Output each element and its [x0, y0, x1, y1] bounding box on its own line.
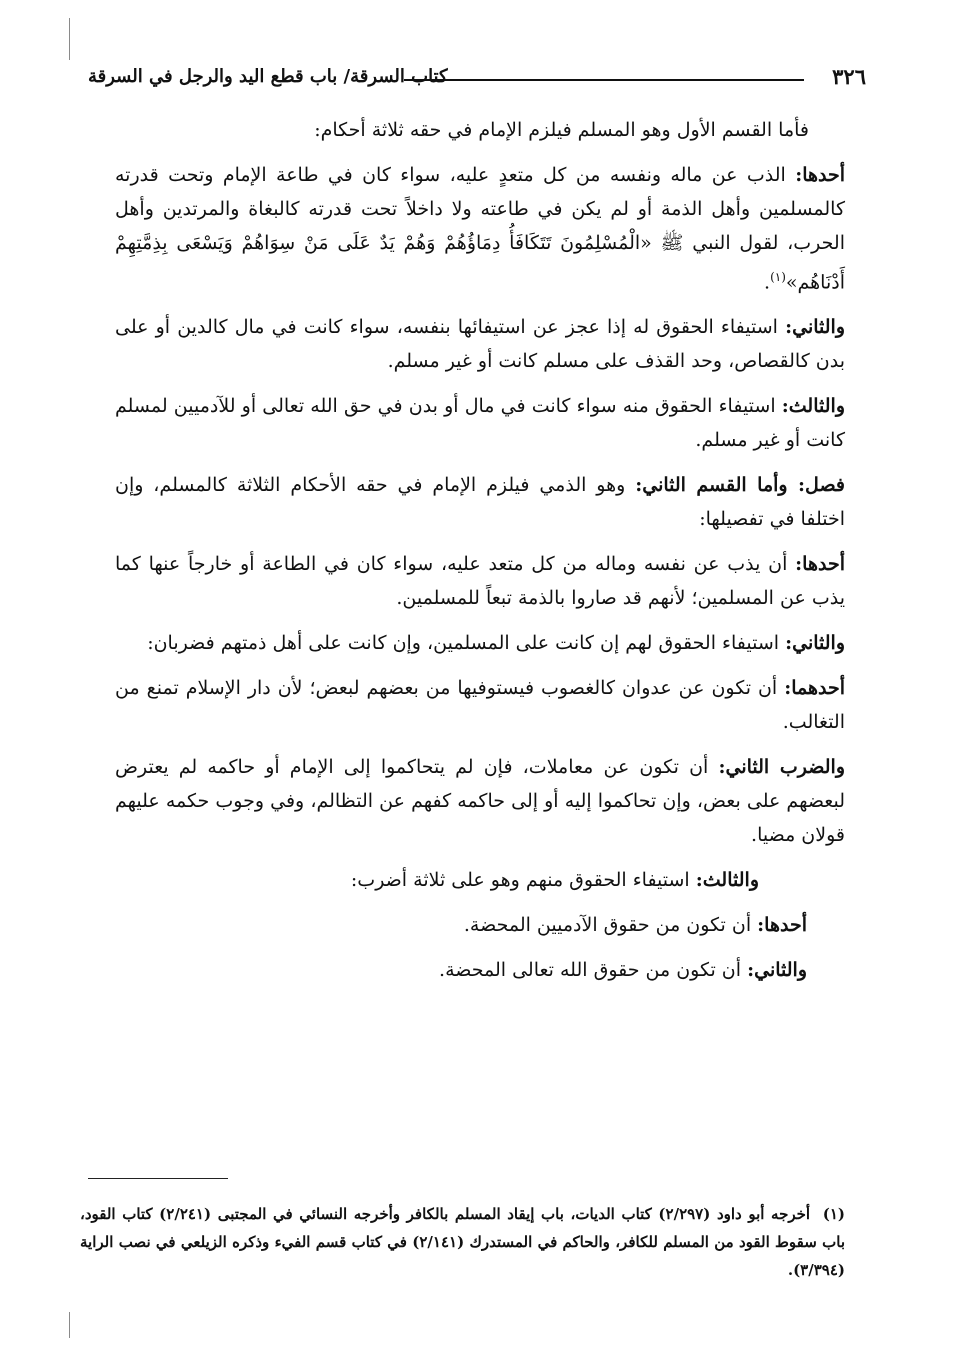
paragraph-lead: والثاني:	[785, 316, 845, 339]
paragraph-3	[115, 389, 845, 457]
paragraph-5	[115, 547, 845, 615]
hadith-quote: «الْمُسْلِمُونَ تَتَكَافَأُ دِمَاؤُهُمْ وَهُمْ يَدٌ عَلَى مَنْ سِوَاهُمْ وَيَسْعَى بِذِمَّتِهِمْ أَدْنَاهُم»	[115, 232, 845, 294]
footnote-number: (١)	[822, 1205, 845, 1223]
paragraph-end: .	[764, 271, 771, 294]
paragraph-text: استيفاء الحقوق منهم وهو على ثلاثة أضرب:	[350, 869, 690, 892]
intro-text: فأما القسم الأول وهو المسلم فيلزم الإمام في حقه ثلاثة أحكام:	[314, 119, 809, 141]
paragraph-6	[115, 626, 845, 660]
scan-margin-mark	[69, 1312, 70, 1338]
footnote-ref[interactable]: (١)	[770, 270, 786, 284]
paragraph-8	[115, 750, 845, 852]
footnote-separator	[88, 1178, 228, 1179]
paragraph-2	[115, 310, 845, 378]
paragraph-lead: والثالث:	[781, 395, 845, 418]
page-number: ٣٢٦	[832, 64, 866, 89]
header-rule	[404, 79, 804, 81]
paragraph-10	[115, 908, 845, 942]
paragraph-lead: والثاني:	[747, 959, 807, 982]
paragraph-lead: والثاني:	[785, 632, 845, 655]
paragraph-text: وهو الذمي فيلزم الإمام في حقه الأحكام الثلاثة كالمسلم، وإن اختلفا في تفصيلها:	[115, 474, 845, 531]
paragraph-text: أن تكون من حقوق الآدميين المحضة.	[463, 914, 752, 937]
paragraph-text: أن تكون عن عدوان كالغصوب فيستوفيها من بعضهم لبعض؛ لأن دار الإسلام تمنع من التغالب.	[115, 677, 845, 734]
scan-margin-mark	[69, 18, 70, 60]
paragraph-1	[115, 158, 845, 299]
paragraph-lead: والثالث:	[695, 869, 759, 892]
intro-paragraph	[115, 113, 845, 147]
paragraph-4	[115, 468, 845, 536]
main-text	[115, 113, 845, 998]
paragraph-lead: فصل: وأما القسم الثاني:	[635, 474, 846, 497]
paragraph-lead: أحدهما:	[784, 677, 845, 700]
paragraph-text: أن تكون من حقوق الله تعالى المحضة.	[439, 959, 742, 982]
paragraph-11	[115, 953, 845, 987]
footnote-text: أخرجه أبو داود (٢/٢٩٧) كتاب الديات، باب إيقاد المسلم بالكافر وأخرجه النسائي في المجتبى (٢/٢٤١) كتاب القود، باب سقوط القود من المسلم للكافر، والحاكم في المستدرك (٢/١٤١) في كتاب قسم الفيء وذكره الزيلعي في نصب الراية (٣/٣٩٤).	[80, 1205, 845, 1279]
paragraph-9	[115, 863, 845, 897]
footnote	[80, 1200, 845, 1284]
paragraph-text: استيفاء الحقوق لهم إن كانت على المسلمين، وإن كانت على أهل ذمتهم فضربان:	[147, 632, 780, 655]
paragraph-text: استيفاء الحقوق منه سواء كانت في مال أو بدن في حق الله تعالى أو للآدميين لمسلم كانت أو غير مسلم.	[115, 395, 845, 452]
paragraph-lead: أحدها:	[757, 914, 807, 937]
page-header	[88, 62, 866, 96]
paragraph-text: استيفاء الحقوق له إذا عجز عن استيفائها بنفسه، سواء كانت في مال كالدين أو على بدن كالقصاص، وحد القذف على مسلم كانت أو غير مسلم.	[115, 316, 845, 373]
paragraph-lead: أحدها:	[795, 164, 846, 186]
paragraph-7	[115, 671, 845, 739]
paragraph-text: أن يذب عن نفسه وماله من كل متعد عليه، سواء كان في الطاعة أو خارجاً عنها كما يذب عن المسلمين؛ لأنهم قد صاروا بالذمة تبعاً للمسلمين.	[115, 553, 845, 610]
paragraph-text: الذب عن ماله ونفسه من كل متعدٍ عليه، سواء كان في طاعة الإمام وتحت قدرته كالمسلمين وأهل الذمة أو لم يكن في طاعته ولا داخلاً تحت قدرته كالبغاة والمرتدين وأهل الحرب، لقول النبي ﷺ	[115, 164, 845, 254]
paragraph-text: أن تكون عن معاملات، فإن لم يتحاكموا إلى الإمام أو حاكمه لم يعترض لبعضهم على بعض، وإن تحاكموا إليه أو إلى حاكمه كفهم عن التظالم، وفي وجوب حكمه عليهم قولان مضيا.	[115, 756, 845, 847]
running-title: كتاب السرقة/ باب قطع اليد والرجل في السرقة	[88, 66, 448, 87]
paragraph-lead: والضرب الثاني:	[718, 756, 845, 779]
paragraph-lead: أحدها:	[795, 553, 845, 576]
